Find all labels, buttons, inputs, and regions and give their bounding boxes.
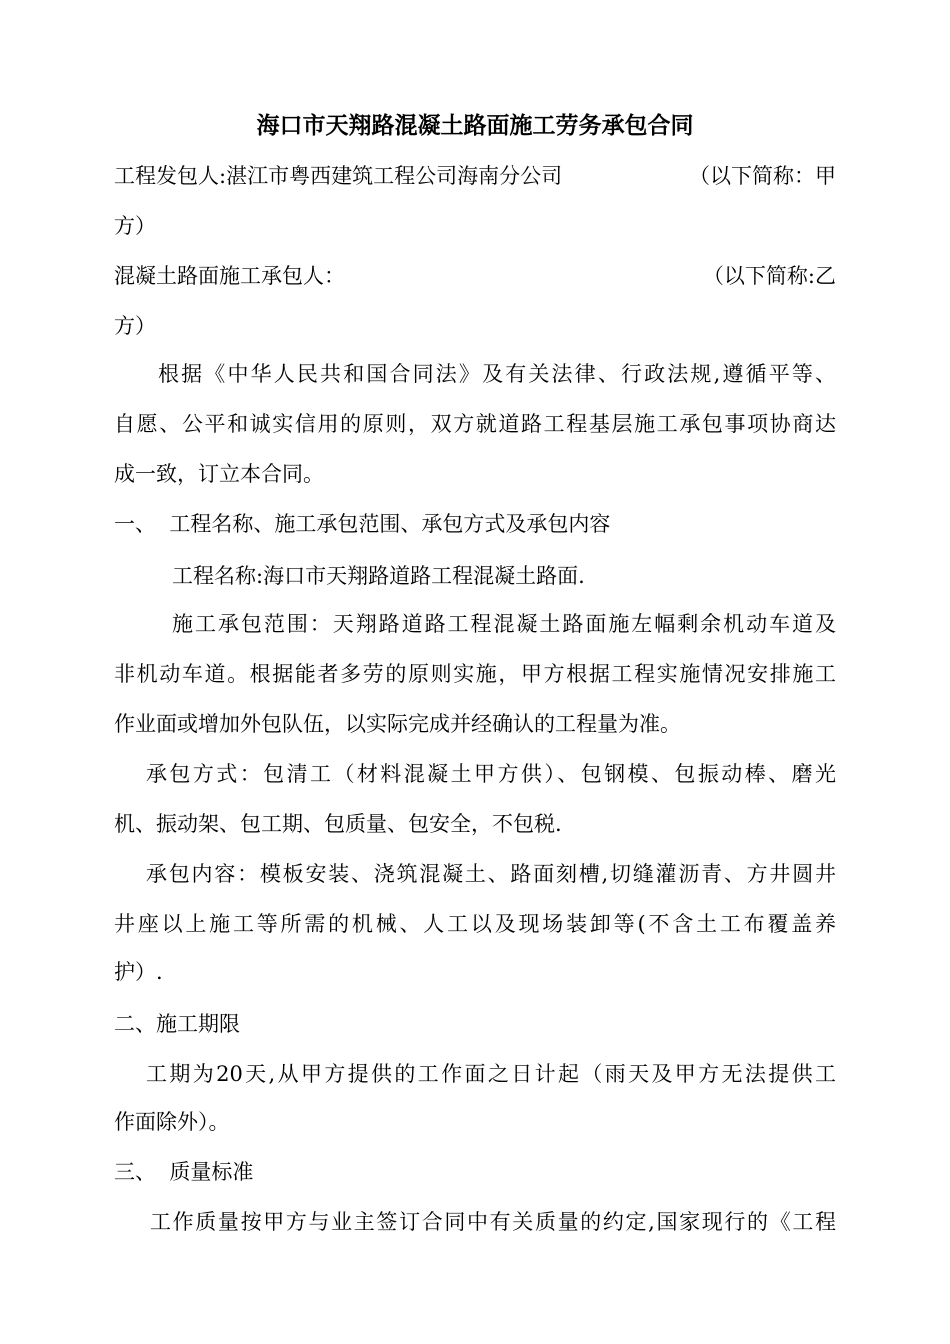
period-line-2: 作面除外）。 <box>114 1110 230 1134</box>
scope-line-1: 施工承包范围：天翔路道路工程混凝土路面施左幅剩余机动车道及 <box>172 612 836 636</box>
content-line-1: 承包内容：模板安装、浇筑混凝土、路面刻槽,切缝灌沥青、方井圆井 <box>146 862 836 886</box>
preamble-line-3: 成一致，订立本合同。 <box>114 462 324 486</box>
section-1-heading: 一、 工程名称、施工承包范围、承包方式及承包内容 <box>114 512 611 536</box>
project-name: 工程名称:海口市天翔路道路工程混凝土路面. <box>172 564 585 588</box>
party-a-text: 工程发包人:湛江市粤西建筑工程公司海南分公司 <box>114 164 563 188</box>
scope-line-3: 作业面或增加外包队伍，以实际完成并经确认的工程量为准。 <box>114 712 681 736</box>
party-a-wrap: 方） <box>114 214 156 238</box>
method-line-2: 机、振动架、包工期、包质量、包安全，不包税. <box>114 812 562 836</box>
period-line-1: 工期为20天,从甲方提供的工作面之日计起（雨天及甲方无法提供工 <box>146 1062 836 1086</box>
preamble-line-1: 根据《中华人民共和国合同法》及有关法律、行政法规,遵循平等、 <box>158 362 836 386</box>
content-line-2: 井座以上施工等所需的机械、人工以及现场装卸等(不含土工布覆盖养 <box>114 912 836 936</box>
party-b-wrap: 方） <box>114 314 156 338</box>
party-a-abbrev: （以下简称：甲 <box>689 164 836 188</box>
document-title: 海口市天翔路混凝土路面施工劳务承包合同 <box>256 112 694 139</box>
method-line-1: 承包方式：包清工（材料混凝土甲方供）、包钢模、包振动棒、磨光 <box>146 762 836 786</box>
party-b-text: 混凝土路面施工承包人： <box>114 264 345 288</box>
party-b-line <box>114 262 836 290</box>
section-2-heading: 二、施工期限 <box>114 1012 240 1036</box>
content-line-3: 护）. <box>114 960 163 984</box>
party-b-abbrev: （以下简称:乙 <box>702 264 836 288</box>
preamble-line-2: 自愿、公平和诚实信用的原则，双方就道路工程基层施工承包事项协商达 <box>114 412 836 436</box>
party-a-line <box>114 162 836 190</box>
quality-line-1: 工作质量按甲方与业主签订合同中有关质量的约定,国家现行的《工程 <box>150 1210 836 1234</box>
scope-line-2: 非机动车道。根据能者多劳的原则实施，甲方根据工程实施情况安排施工 <box>114 662 836 686</box>
section-3-heading: 三、 质量标准 <box>114 1160 254 1184</box>
